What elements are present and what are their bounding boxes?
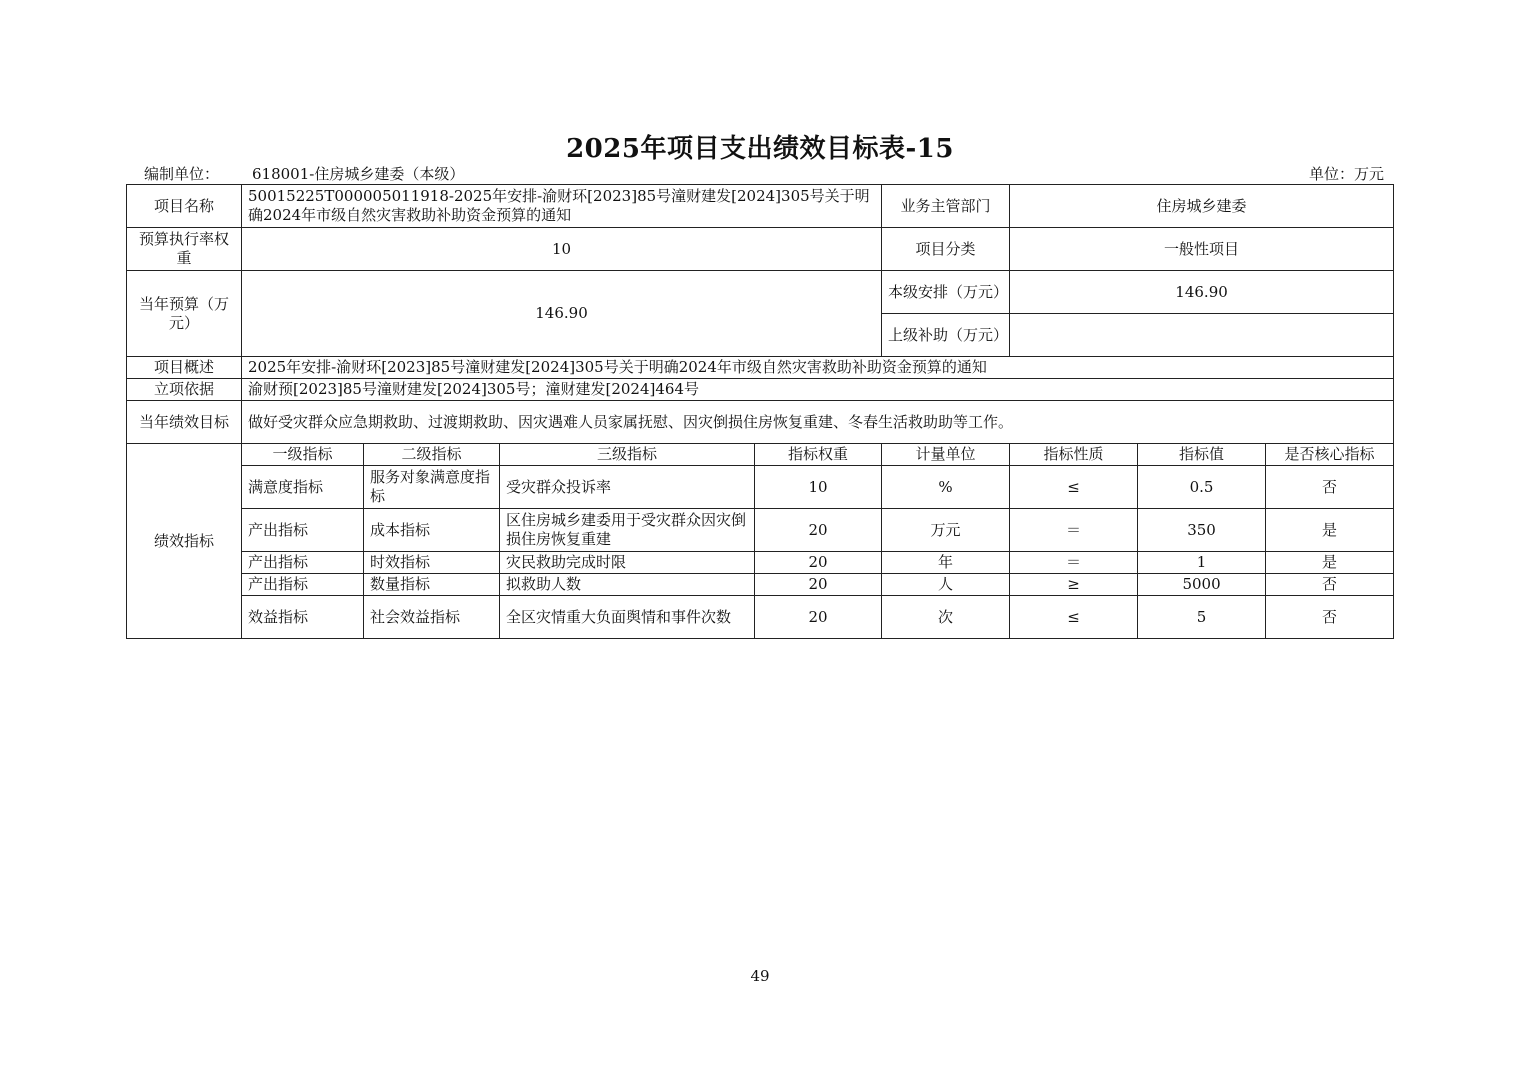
cell-value: 350 — [1138, 509, 1266, 552]
cell-weight: 20 — [755, 552, 882, 574]
cell-unit: % — [882, 466, 1010, 509]
row-budget — [127, 271, 1394, 314]
cell-core: 否 — [1266, 466, 1394, 509]
table-row — [127, 466, 1394, 509]
cell-level3: 区住房城乡建委用于受灾群众因灾倒损住房恢复重建 — [500, 509, 755, 552]
cell-level1: 产出指标 — [242, 509, 364, 552]
table-row — [127, 509, 1394, 552]
performance-table — [126, 184, 1394, 639]
org-value: 618001-住房城乡建委（本级） — [252, 165, 465, 183]
exec-rate-value: 10 — [242, 228, 882, 271]
cell-level1: 满意度指标 — [242, 466, 364, 509]
basis-label: 立项依据 — [127, 379, 242, 401]
cell-weight: 20 — [755, 574, 882, 596]
cell-nature: ≥ — [1010, 574, 1138, 596]
indicator-header-row — [127, 444, 1394, 466]
cell-unit: 年 — [882, 552, 1010, 574]
dept-value: 住房城乡建委 — [1010, 185, 1394, 228]
row-exec-rate — [127, 228, 1394, 271]
cell-level3: 全区灾情重大负面舆情和事件次数 — [500, 596, 755, 639]
cell-level1: 产出指标 — [242, 552, 364, 574]
cell-core: 否 — [1266, 574, 1394, 596]
cell-value: 5 — [1138, 596, 1266, 639]
superior-value — [1010, 314, 1394, 357]
cell-nature: ＝ — [1010, 552, 1138, 574]
local-label: 本级安排（万元） — [882, 271, 1010, 314]
cell-value: 1 — [1138, 552, 1266, 574]
cell-value: 5000 — [1138, 574, 1266, 596]
row-goal — [127, 401, 1394, 444]
basis-value: 渝财预[2023]85号潼财建发[2024]305号；潼财建发[2024]464号 — [242, 379, 1394, 401]
local-value: 146.90 — [1010, 271, 1394, 314]
goal-label: 当年绩效目标 — [127, 401, 242, 444]
cell-unit: 人 — [882, 574, 1010, 596]
cell-weight: 10 — [755, 466, 882, 509]
cell-unit: 次 — [882, 596, 1010, 639]
cell-core: 是 — [1266, 509, 1394, 552]
cell-level3: 拟救助人数 — [500, 574, 755, 596]
table-row — [127, 596, 1394, 639]
overview-label: 项目概述 — [127, 357, 242, 379]
table-row — [127, 552, 1394, 574]
header-nature: 指标性质 — [1010, 444, 1138, 466]
cell-core: 是 — [1266, 552, 1394, 574]
header-level3: 三级指标 — [500, 444, 755, 466]
header-weight: 指标权重 — [755, 444, 882, 466]
dept-label: 业务主管部门 — [882, 185, 1010, 228]
cell-level2: 时效指标 — [364, 552, 500, 574]
exec-rate-label: 预算执行率权重 — [127, 228, 242, 271]
category-label: 项目分类 — [882, 228, 1010, 271]
cell-level2: 成本指标 — [364, 509, 500, 552]
cell-level1: 产出指标 — [242, 574, 364, 596]
header-level1: 一级指标 — [242, 444, 364, 466]
header-row — [126, 163, 1392, 183]
cell-core: 否 — [1266, 596, 1394, 639]
category-value: 一般性项目 — [1010, 228, 1394, 271]
overview-value: 2025年安排-渝财环[2023]85号潼财建发[2024]305号关于明确2024年市级自然灾害救助补助资金预算的通知 — [242, 357, 1394, 379]
cell-weight: 20 — [755, 596, 882, 639]
cell-nature: ≤ — [1010, 466, 1138, 509]
cell-level2: 服务对象满意度指标 — [364, 466, 500, 509]
budget-value: 146.90 — [242, 271, 882, 357]
table-row — [127, 574, 1394, 596]
cell-level1: 效益指标 — [242, 596, 364, 639]
cell-nature: ＝ — [1010, 509, 1138, 552]
row-overview — [127, 357, 1394, 379]
header-unit: 计量单位 — [882, 444, 1010, 466]
page-number: 49 — [750, 967, 770, 985]
budget-label: 当年预算（万元） — [127, 271, 242, 357]
org-label: 编制单位： — [144, 165, 220, 183]
project-name-value: 50015225T000005011918-2025年安排-渝财环[2023]85号潼财建发[2024]305号关于明确2024年市级自然灾害救助补助资金预算的通知 — [242, 185, 882, 228]
unit-label: 单位：万元 — [1308, 165, 1384, 183]
header-core: 是否核心指标 — [1266, 444, 1394, 466]
cell-nature: ≤ — [1010, 596, 1138, 639]
cell-level2: 数量指标 — [364, 574, 500, 596]
header-value: 指标值 — [1138, 444, 1266, 466]
page-title: 2025年项目支出绩效目标表-15 — [566, 134, 954, 164]
indicator-section-label: 绩效指标 — [127, 444, 242, 639]
cell-unit: 万元 — [882, 509, 1010, 552]
goal-value: 做好受灾群众应急期救助、过渡期救助、因灾遇难人员家属抚慰、因灾倒损住房恢复重建、冬春生活救助助等工作。 — [242, 401, 1394, 444]
cell-value: 0.5 — [1138, 466, 1266, 509]
project-name-label: 项目名称 — [127, 185, 242, 228]
cell-level3: 受灾群众投诉率 — [500, 466, 755, 509]
cell-level3: 灾民救助完成时限 — [500, 552, 755, 574]
header-level2: 二级指标 — [364, 444, 500, 466]
cell-weight: 20 — [755, 509, 882, 552]
cell-level2: 社会效益指标 — [364, 596, 500, 639]
row-project-name — [127, 185, 1394, 228]
superior-label: 上级补助（万元） — [882, 314, 1010, 357]
row-basis — [127, 379, 1394, 401]
